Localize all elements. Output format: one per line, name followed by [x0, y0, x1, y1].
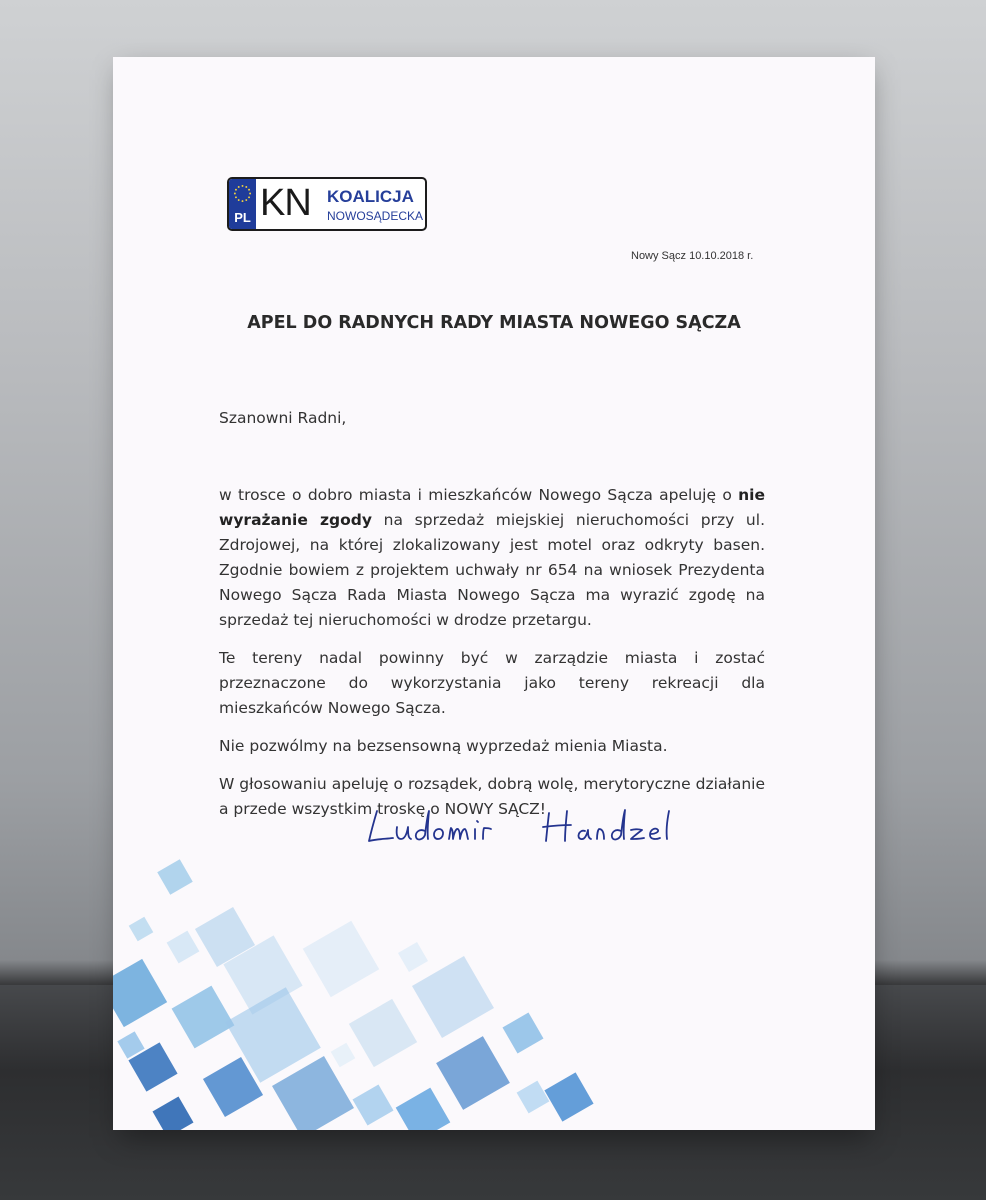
logo-country-code: PL [234, 210, 251, 225]
decorative-square [157, 859, 193, 895]
paragraph-4: W głosowaniu apeluję o rozsądek, dobrą wolę, merytoryczne działanie a przede wszystkim troskę o NOWY SĄCZ! [219, 775, 765, 818]
decorative-squares-graphic [113, 797, 875, 1130]
decorative-square [172, 986, 235, 1049]
paragraph-2: Te tereny nadal powinny być w zarządzie miasta i zostać przeznaczone do wykorzystania jako tereny rekreacji dla mieszkańców Nowego Sącza. [219, 649, 765, 717]
decorative-square [167, 931, 200, 964]
decorative-square [412, 956, 494, 1038]
paragraph-1 [219, 483, 765, 633]
logo-name-line1: KOALICJA [327, 187, 414, 206]
letter-sheet [113, 57, 875, 1130]
decorative-square [396, 1088, 451, 1130]
paragraph-1-start: w trosce o dobro miasta i mieszkańców Nowego Sącza apeluję o [219, 486, 739, 504]
letter-salutation: Szanowni Radni, [219, 409, 347, 427]
paragraph-1-end: na sprzedaż miejskiej nieruchomości przy ul. Zdrojowej, na której zlokalizowany jest motel oraz odkryty basen. Zgodnie bowiem z projektem uchwały nr 654 na wniosek Prezydenta Nowego Sącza Rada Miasta Nowego Sącza ma wyrazić zgodę na sprzedaż tej nieruchomości w drodze przetargu. [219, 511, 765, 629]
decorative-square [503, 1013, 544, 1054]
decorative-square [436, 1036, 510, 1110]
decorative-square [517, 1081, 550, 1114]
decorative-square [398, 942, 428, 972]
decorative-square [331, 1043, 356, 1068]
letter-date: Nowy Sącz 10.10.2018 r. [631, 250, 754, 262]
decorative-square [349, 999, 417, 1067]
letter-body [219, 483, 765, 835]
decorative-square [113, 959, 167, 1027]
eu-stars-icon [233, 184, 252, 203]
paragraph-1-emphasis: nie wyrażanie zgody [219, 486, 765, 529]
decorative-square [303, 921, 379, 997]
decorative-square [544, 1072, 593, 1121]
logo-name-line2: NOWOSĄDECKA [327, 209, 424, 223]
koalicja-logo [227, 177, 427, 231]
paragraph-3: Nie pozwólmy na bezsensowną wyprzedaż mienia Miasta. [219, 737, 668, 755]
logo-initials: KN [260, 182, 311, 224]
decorative-square [129, 917, 154, 942]
decorative-square [353, 1085, 394, 1126]
letter-title: APEL DO RADNYCH RADY MIASTA NOWEGO SĄCZA [247, 313, 741, 333]
decorative-square [153, 1097, 194, 1130]
